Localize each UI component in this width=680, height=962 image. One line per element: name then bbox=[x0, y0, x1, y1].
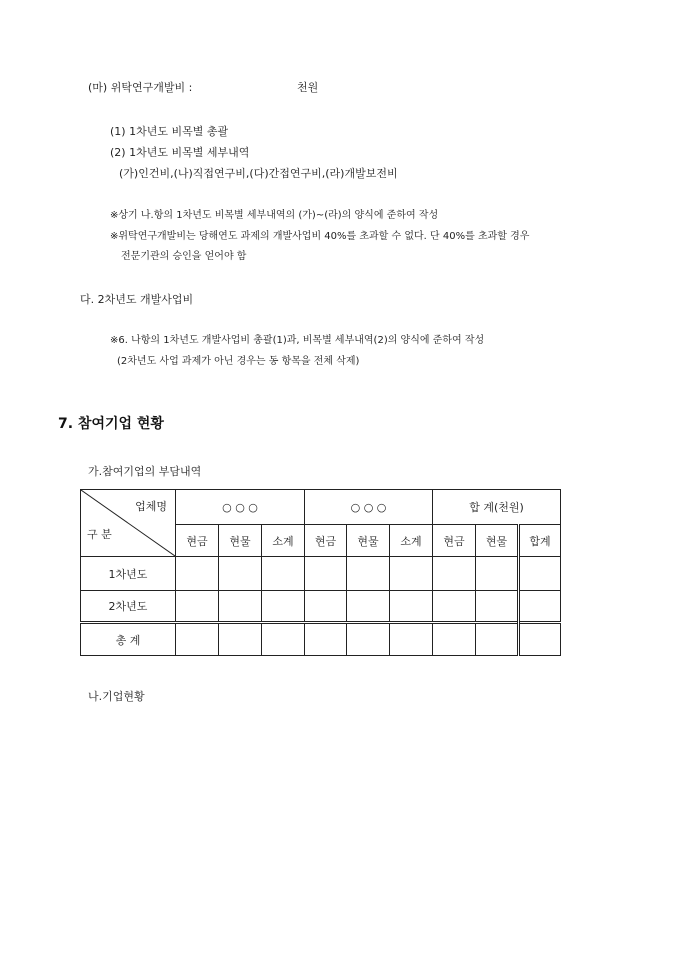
subheader-total: 합계 bbox=[519, 525, 561, 557]
table-cell[interactable] bbox=[390, 557, 433, 591]
subheader-subtotal: 소계 bbox=[262, 525, 305, 557]
table-cell[interactable] bbox=[519, 623, 561, 656]
corner-header-cell bbox=[81, 490, 176, 557]
table-cell[interactable] bbox=[476, 623, 519, 656]
table-cell[interactable] bbox=[519, 591, 561, 623]
section-7-title: 7. 참여기업 현황 bbox=[58, 416, 164, 432]
table-cell[interactable] bbox=[262, 623, 305, 656]
table-cell[interactable] bbox=[176, 591, 219, 623]
total-group-header: 합 계(천원) bbox=[433, 490, 561, 525]
sub-heading-company-status: 나.기업현황 bbox=[88, 690, 145, 703]
table-cell[interactable] bbox=[176, 623, 219, 656]
item-1: (1) 1차년도 비목별 총괄 bbox=[110, 125, 229, 138]
row-label-year-2: 2차년도 bbox=[81, 591, 176, 623]
table-cell[interactable] bbox=[476, 557, 519, 591]
section-da-heading: 다. 2차년도 개발사업비 bbox=[80, 293, 194, 306]
section-da-note-1: ※6. 나항의 1차년도 개발사업비 총괄(1)과, 비목별 세부내역(2)의 양식에 준하여 작성 bbox=[110, 335, 485, 346]
table-cell[interactable] bbox=[347, 557, 390, 591]
sub-items: (가)인건비,(나)직접연구비,(다)간접연구비,(라)개발보전비 bbox=[119, 167, 398, 180]
subheader-cash: 현금 bbox=[176, 525, 219, 557]
corner-company-label: 업체명 bbox=[135, 500, 167, 513]
company-group-2-header: ○ ○ ○ bbox=[305, 490, 433, 525]
table-cell[interactable] bbox=[176, 557, 219, 591]
table-cell[interactable] bbox=[262, 591, 305, 623]
note-2-line-1: ※위탁연구개발비는 당해연도 과제의 개발사업비 40%를 초과할 수 없다. 단 40%를 초과할 경우 bbox=[110, 231, 530, 242]
table-row bbox=[81, 557, 561, 591]
table-row-total bbox=[81, 623, 561, 656]
subheader-subtotal: 소계 bbox=[390, 525, 433, 557]
table-cell[interactable] bbox=[390, 591, 433, 623]
row-label-total: 총 계 bbox=[81, 623, 176, 656]
table-cell[interactable] bbox=[219, 557, 262, 591]
table-cell[interactable] bbox=[305, 591, 347, 623]
table-row bbox=[81, 591, 561, 623]
item-2: (2) 1차년도 비목별 세부내역 bbox=[110, 146, 250, 159]
note-1: ※상기 나.항의 1차년도 비목별 세부내역의 (가)~(라)의 양식에 준하여 작성 bbox=[110, 210, 439, 221]
company-group-1-header: ○ ○ ○ bbox=[176, 490, 305, 525]
table-cell[interactable] bbox=[305, 623, 347, 656]
table-cell[interactable] bbox=[433, 591, 476, 623]
table-cell[interactable] bbox=[390, 623, 433, 656]
table-cell[interactable] bbox=[476, 591, 519, 623]
table-cell[interactable] bbox=[305, 557, 347, 591]
table-cell[interactable] bbox=[347, 623, 390, 656]
participating-company-burden-table bbox=[80, 489, 561, 656]
table-cell[interactable] bbox=[347, 591, 390, 623]
sub-heading-burden: 가.참여기업의 부담내역 bbox=[88, 465, 202, 478]
table-cell[interactable] bbox=[219, 623, 262, 656]
outsourced-rd-cost-label: (마) 위탁연구개발비 : bbox=[88, 81, 193, 94]
subheader-cash: 현금 bbox=[305, 525, 347, 557]
corner-category-label: 구 분 bbox=[87, 528, 112, 541]
table-cell[interactable] bbox=[219, 591, 262, 623]
table-cell[interactable] bbox=[433, 557, 476, 591]
subheader-cash: 현금 bbox=[433, 525, 476, 557]
subheader-in-kind: 현물 bbox=[219, 525, 262, 557]
table-cell[interactable] bbox=[519, 557, 561, 591]
section-da-note-2: (2차년도 사업 과제가 아닌 경우는 동 항목을 전체 삭제) bbox=[117, 356, 360, 367]
subheader-in-kind: 현물 bbox=[476, 525, 519, 557]
table-cell[interactable] bbox=[262, 557, 305, 591]
note-2-line-2: 전문기관의 승인을 얻어야 함 bbox=[121, 251, 247, 262]
table-cell[interactable] bbox=[433, 623, 476, 656]
subheader-in-kind: 현물 bbox=[347, 525, 390, 557]
row-label-year-1: 1차년도 bbox=[81, 557, 176, 591]
unit-label: 천원 bbox=[297, 81, 319, 94]
